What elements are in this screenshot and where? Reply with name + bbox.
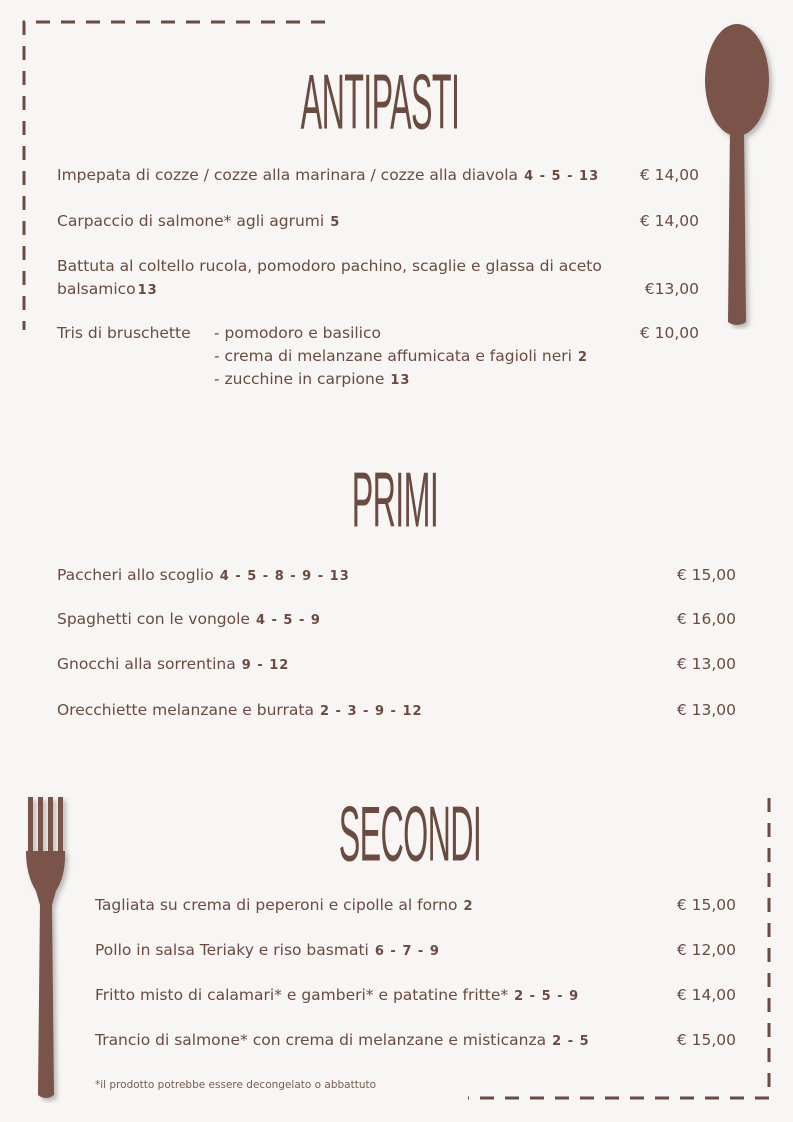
footnote: *il prodotto potrebbe essere decongelato o abbattuto bbox=[95, 1079, 377, 1091]
dish-name: Paccheri allo scoglio bbox=[57, 566, 214, 584]
dish-name: Impepata di cozze / cozze alla marinara / cozze alla diavola bbox=[57, 166, 519, 184]
dish-name: Spaghetti con le vongole bbox=[57, 610, 250, 628]
dish-name-line-1: Battuta al coltello rucola, pomodoro pachino, scaglie e glassa di aceto bbox=[57, 257, 602, 275]
price: € 16,00 bbox=[676, 610, 736, 628]
allergens: 6 - 7 - 9 bbox=[374, 944, 440, 959]
dish-name: Fritto misto di calamari* e gamberi* e patatine fritte* bbox=[95, 986, 509, 1004]
price: € 10,00 bbox=[639, 324, 699, 342]
list-item-continued bbox=[57, 280, 158, 298]
price: € 14,00 bbox=[639, 212, 699, 230]
allergens: 2 bbox=[463, 899, 474, 914]
list-item bbox=[57, 566, 350, 584]
price: €13,00 bbox=[644, 280, 699, 298]
list-item bbox=[57, 324, 191, 342]
sub-item bbox=[214, 370, 410, 388]
allergens: 9 - 12 bbox=[241, 658, 290, 673]
list-item bbox=[57, 655, 289, 673]
allergens: 4 - 5 - 13 bbox=[524, 169, 600, 184]
price: € 13,00 bbox=[676, 655, 736, 673]
allergens: 13 bbox=[137, 283, 158, 298]
list-item bbox=[57, 610, 321, 628]
allergens: 4 - 5 - 9 bbox=[255, 613, 321, 628]
dish-name-line-2: balsamico bbox=[57, 280, 136, 298]
dish-name: Orecchiette melanzane e burrata bbox=[57, 701, 314, 719]
allergens: 2 - 3 - 9 - 12 bbox=[319, 704, 423, 719]
allergens: 5 bbox=[330, 215, 341, 230]
list-item bbox=[95, 896, 474, 914]
list-item bbox=[57, 257, 602, 275]
allergens: 2 - 5 - 9 bbox=[514, 989, 580, 1004]
dish-name: Tagliata su crema di peperoni e cipolle al forno bbox=[95, 896, 458, 914]
dish-name: Carpaccio di salmone* agli agrumi bbox=[57, 212, 325, 230]
dish-name: Tris di bruschette bbox=[57, 324, 191, 342]
price: € 15,00 bbox=[676, 1031, 736, 1049]
list-item bbox=[95, 941, 440, 959]
spoon-icon bbox=[702, 22, 776, 330]
list-item bbox=[57, 701, 423, 719]
allergens: 4 - 5 - 8 - 9 - 13 bbox=[219, 569, 350, 584]
price: € 15,00 bbox=[676, 566, 736, 584]
price: € 12,00 bbox=[676, 941, 736, 959]
list-item bbox=[95, 1031, 590, 1049]
dish-name: Trancio di salmone* con crema di melanzane e misticanza bbox=[95, 1031, 547, 1049]
list-item bbox=[57, 212, 340, 230]
secondi-title: SECONDI bbox=[338, 791, 482, 879]
sub-item-text: - crema di melanzane affumicata e fagioli neri bbox=[214, 347, 572, 365]
sub-item bbox=[214, 347, 588, 365]
primi-title: PRIMI bbox=[351, 457, 439, 545]
fork-icon bbox=[18, 795, 80, 1103]
price: € 15,00 bbox=[676, 896, 736, 914]
price: € 14,00 bbox=[639, 166, 699, 184]
allergens: 2 - 5 bbox=[552, 1034, 590, 1049]
sub-item bbox=[214, 324, 381, 342]
dish-name: Gnocchi alla sorrentina bbox=[57, 655, 236, 673]
list-item bbox=[57, 166, 599, 184]
antipasti-title: ANTIPASTI bbox=[300, 59, 460, 147]
dish-name: Pollo in salsa Teriaky e riso basmati bbox=[95, 941, 369, 959]
sub-item-text: - zucchine in carpione bbox=[214, 370, 385, 388]
price: € 14,00 bbox=[676, 986, 736, 1004]
allergens: 2 bbox=[577, 350, 588, 365]
price: € 13,00 bbox=[676, 701, 736, 719]
sub-item-text: - pomodoro e basilico bbox=[214, 324, 381, 342]
list-item bbox=[95, 986, 579, 1004]
allergens: 13 bbox=[390, 373, 411, 388]
